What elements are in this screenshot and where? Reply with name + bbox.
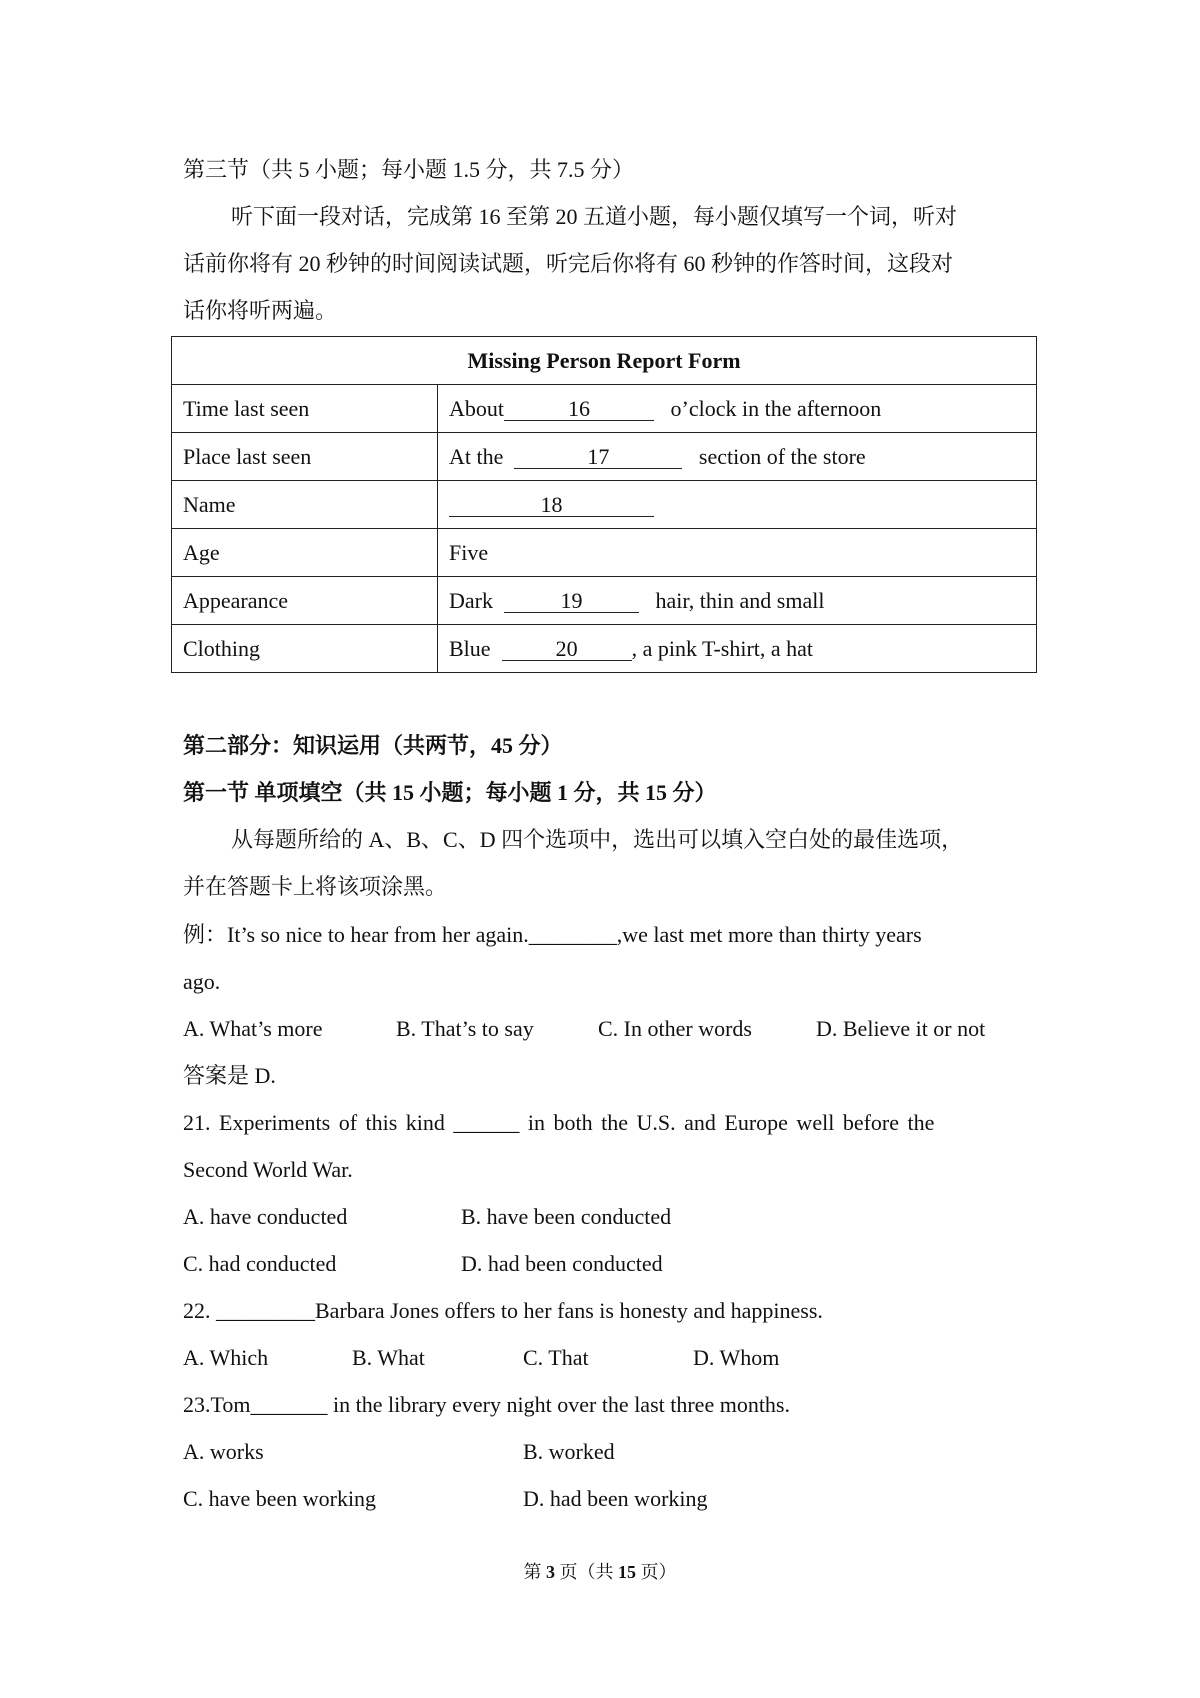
- answer-blank-18[interactable]: 18: [449, 494, 654, 517]
- footer-prefix: 第: [523, 1562, 546, 1582]
- form-label: Place last seen: [172, 433, 438, 481]
- example-question-line-2: ago.: [183, 969, 221, 994]
- section3-instruction-2: 话前你将有 20 秒钟的时间阅读试题，听完后你将有 60 秒钟的作答时间，这段对: [183, 251, 954, 276]
- question-23-option-b[interactable]: B. worked: [523, 1439, 615, 1464]
- form-title: Missing Person Report Form: [172, 337, 1037, 385]
- footer-page-number: 3: [546, 1562, 555, 1582]
- example-option-a[interactable]: A. What’s more: [183, 1016, 323, 1041]
- question-22-option-d[interactable]: D. Whom: [693, 1345, 780, 1370]
- form-label: Appearance: [172, 577, 438, 625]
- example-option-d[interactable]: D. Believe it or not: [816, 1016, 986, 1041]
- answer-blank-20[interactable]: 20: [502, 638, 632, 661]
- question-21-option-b[interactable]: B. have been conducted: [461, 1204, 672, 1229]
- missing-person-form: [171, 336, 1037, 673]
- question-22-option-b[interactable]: B. What: [352, 1345, 425, 1370]
- form-label: Time last seen: [172, 385, 438, 433]
- answer-blank-16[interactable]: 16: [504, 398, 654, 421]
- footer-total-pages: 15: [618, 1562, 636, 1582]
- form-row-place: [172, 433, 1037, 481]
- question-22-option-c[interactable]: C. That: [523, 1345, 589, 1370]
- example-option-c[interactable]: C. In other words: [598, 1016, 752, 1041]
- form-prefix: At the: [449, 443, 504, 469]
- form-row-appearance: [172, 577, 1037, 625]
- question-21-option-d[interactable]: D. had been conducted: [461, 1251, 663, 1276]
- form-value: [438, 625, 1037, 673]
- question-23-option-a[interactable]: A. works: [183, 1439, 264, 1464]
- page-footer: [0, 1558, 1200, 1584]
- form-value: [438, 481, 1037, 529]
- form-value: [438, 385, 1037, 433]
- section3-instruction-1: 听下面一段对话，完成第 16 至第 20 五道小题，每小题仅填写一个词，听对: [231, 204, 958, 229]
- form-row-clothing: [172, 625, 1037, 673]
- example-question-line-1: [183, 920, 1023, 950]
- question-23-option-d[interactable]: D. had been working: [523, 1486, 708, 1511]
- form-suffix: hair, thin and small: [655, 587, 825, 613]
- section3-instruction-3: 话你将听两遍。: [183, 298, 338, 323]
- form-value: Five: [438, 529, 1037, 577]
- form-label: Clothing: [172, 625, 438, 673]
- example-question-text: 例：It’s so nice to hear from her again.________,we last met more than thirty years: [183, 922, 922, 947]
- part2-instruction-1: 从每题所给的 A、B、C、D 四个选项中，选出可以填入空白处的最佳选项，: [231, 827, 964, 852]
- form-row-age: [172, 529, 1037, 577]
- question-21-option-c[interactable]: C. had conducted: [183, 1251, 337, 1276]
- section3-heading: 第三节（共 5 小题；每小题 1.5 分，共 7.5 分）: [183, 157, 635, 182]
- footer-suffix: 页）: [636, 1562, 677, 1582]
- question-23-line-1: 23.Tom_______ in the library every night over the last three months.: [183, 1392, 790, 1417]
- form-value: [438, 577, 1037, 625]
- footer-middle: 页（共: [555, 1562, 618, 1582]
- form-prefix: About: [449, 395, 504, 421]
- form-row-time: [172, 385, 1037, 433]
- part2-section1-heading: 第一节 单项填空（共 15 小题；每小题 1 分，共 15 分）: [183, 780, 717, 805]
- question-22-option-a[interactable]: A. Which: [183, 1345, 269, 1370]
- part2-instruction-2: 并在答题卡上将该项涂黑。: [183, 874, 448, 899]
- answer-blank-19[interactable]: 19: [504, 590, 639, 613]
- form-suffix: o’clock in the afternoon: [670, 395, 882, 421]
- question-21-line-1: 21. Experiments of this kind ______ in both the U.S. and Europe well before the: [183, 1110, 935, 1135]
- question-22-line-1: 22. _________Barbara Jones offers to her fans is honesty and happiness.: [183, 1298, 823, 1323]
- part2-heading: 第二部分：知识运用（共两节，45 分）: [183, 733, 563, 758]
- form-title-row: [172, 337, 1037, 385]
- question-23-option-c[interactable]: C. have been working: [183, 1486, 377, 1511]
- form-value: [438, 433, 1037, 481]
- question-21-option-a[interactable]: A. have conducted: [183, 1204, 348, 1229]
- form-row-name: [172, 481, 1037, 529]
- form-suffix: , a pink T-shirt, a hat: [631, 635, 814, 661]
- form-prefix: Dark: [449, 587, 493, 613]
- answer-blank-17[interactable]: 17: [514, 446, 682, 469]
- question-21-line-2: Second World War.: [183, 1157, 353, 1182]
- example-answer: 答案是 D.: [183, 1063, 276, 1088]
- form-suffix: section of the store: [698, 443, 866, 469]
- form-label: Age: [172, 529, 438, 577]
- example-option-b[interactable]: B. That’s to say: [396, 1016, 534, 1041]
- form-prefix: Blue: [449, 635, 491, 661]
- form-label: Name: [172, 481, 438, 529]
